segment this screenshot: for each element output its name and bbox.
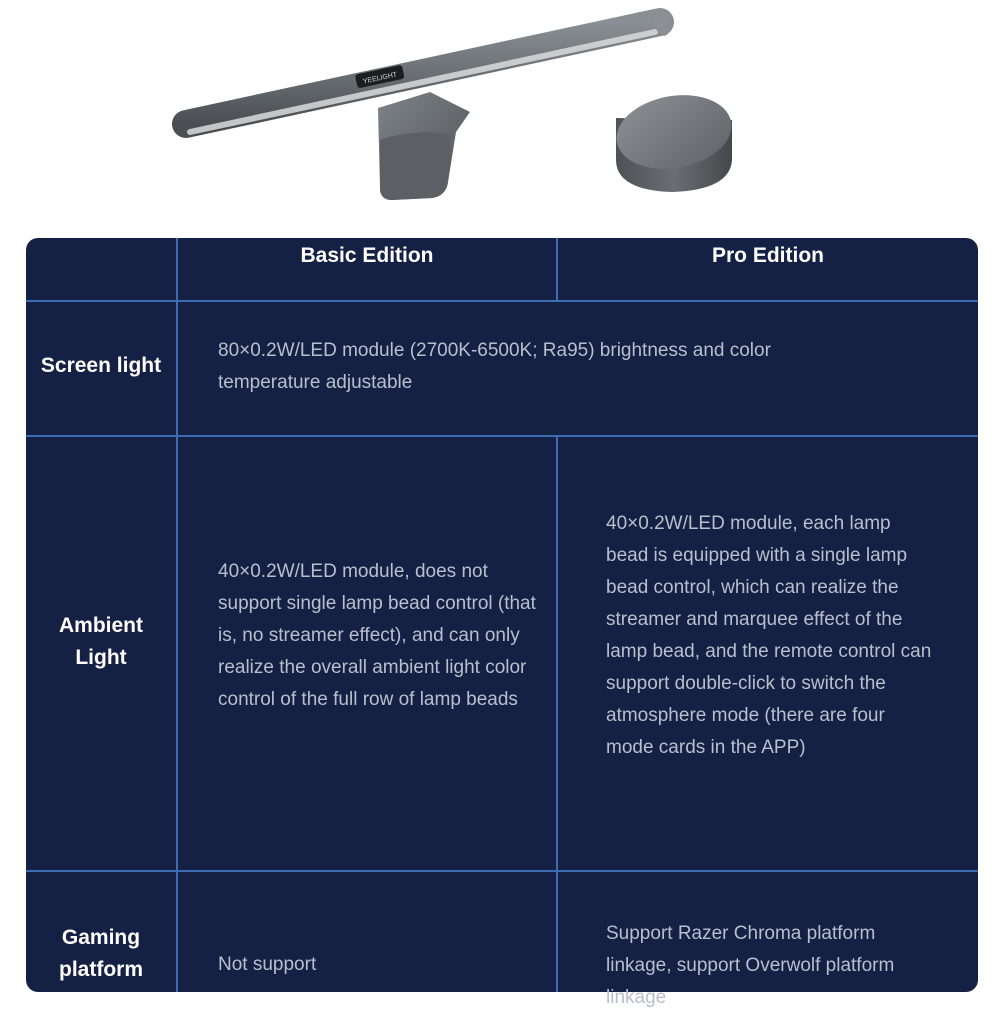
grid-line <box>26 435 978 437</box>
brand-logo: YEELIGHT <box>362 71 398 86</box>
monitor-light-bar-illustration <box>0 0 1000 230</box>
monitor-clip <box>378 92 470 200</box>
cell-ambient-light-basic: 40×0.2W/LED module, does not support single lamp bead control (that is, no streamer effect), and can only realize the overall ambient light color control of the full row of lamp beads <box>218 561 536 710</box>
header-basic-edition: Basic Edition <box>300 244 434 267</box>
product-image <box>0 0 1000 230</box>
remote-control <box>611 86 738 192</box>
row-label-ambient-light: Ambient Light <box>59 614 143 669</box>
grid-line <box>176 238 178 992</box>
cell-gaming-platform-pro: Support Razer Chroma platform linkage, support Overwolf platform linkage <box>606 923 895 1008</box>
spec-comparison-table <box>26 238 978 1008</box>
grid-line <box>26 300 978 302</box>
row-label-gaming-platform: Gaming platform <box>59 926 143 981</box>
header-pro-edition: Pro Edition <box>712 244 824 267</box>
grid-line <box>26 870 978 872</box>
cell-screen-light: 80×0.2W/LED module (2700K-6500K; Ra95) brightness and color temperature adjustable <box>218 340 771 393</box>
row-label-screen-light: Screen light <box>40 354 162 377</box>
cell-ambient-light-pro: 40×0.2W/LED module, each lamp bead is equipped with a single lamp bead control, which can realize the streamer and marquee effect of the lamp bead, and the remote control can support double-click to switch the atmosphere mode (there are four mode cards in the APP) <box>606 513 932 758</box>
grid-line <box>556 435 558 992</box>
cell-gaming-platform-basic: Not support <box>218 954 317 975</box>
